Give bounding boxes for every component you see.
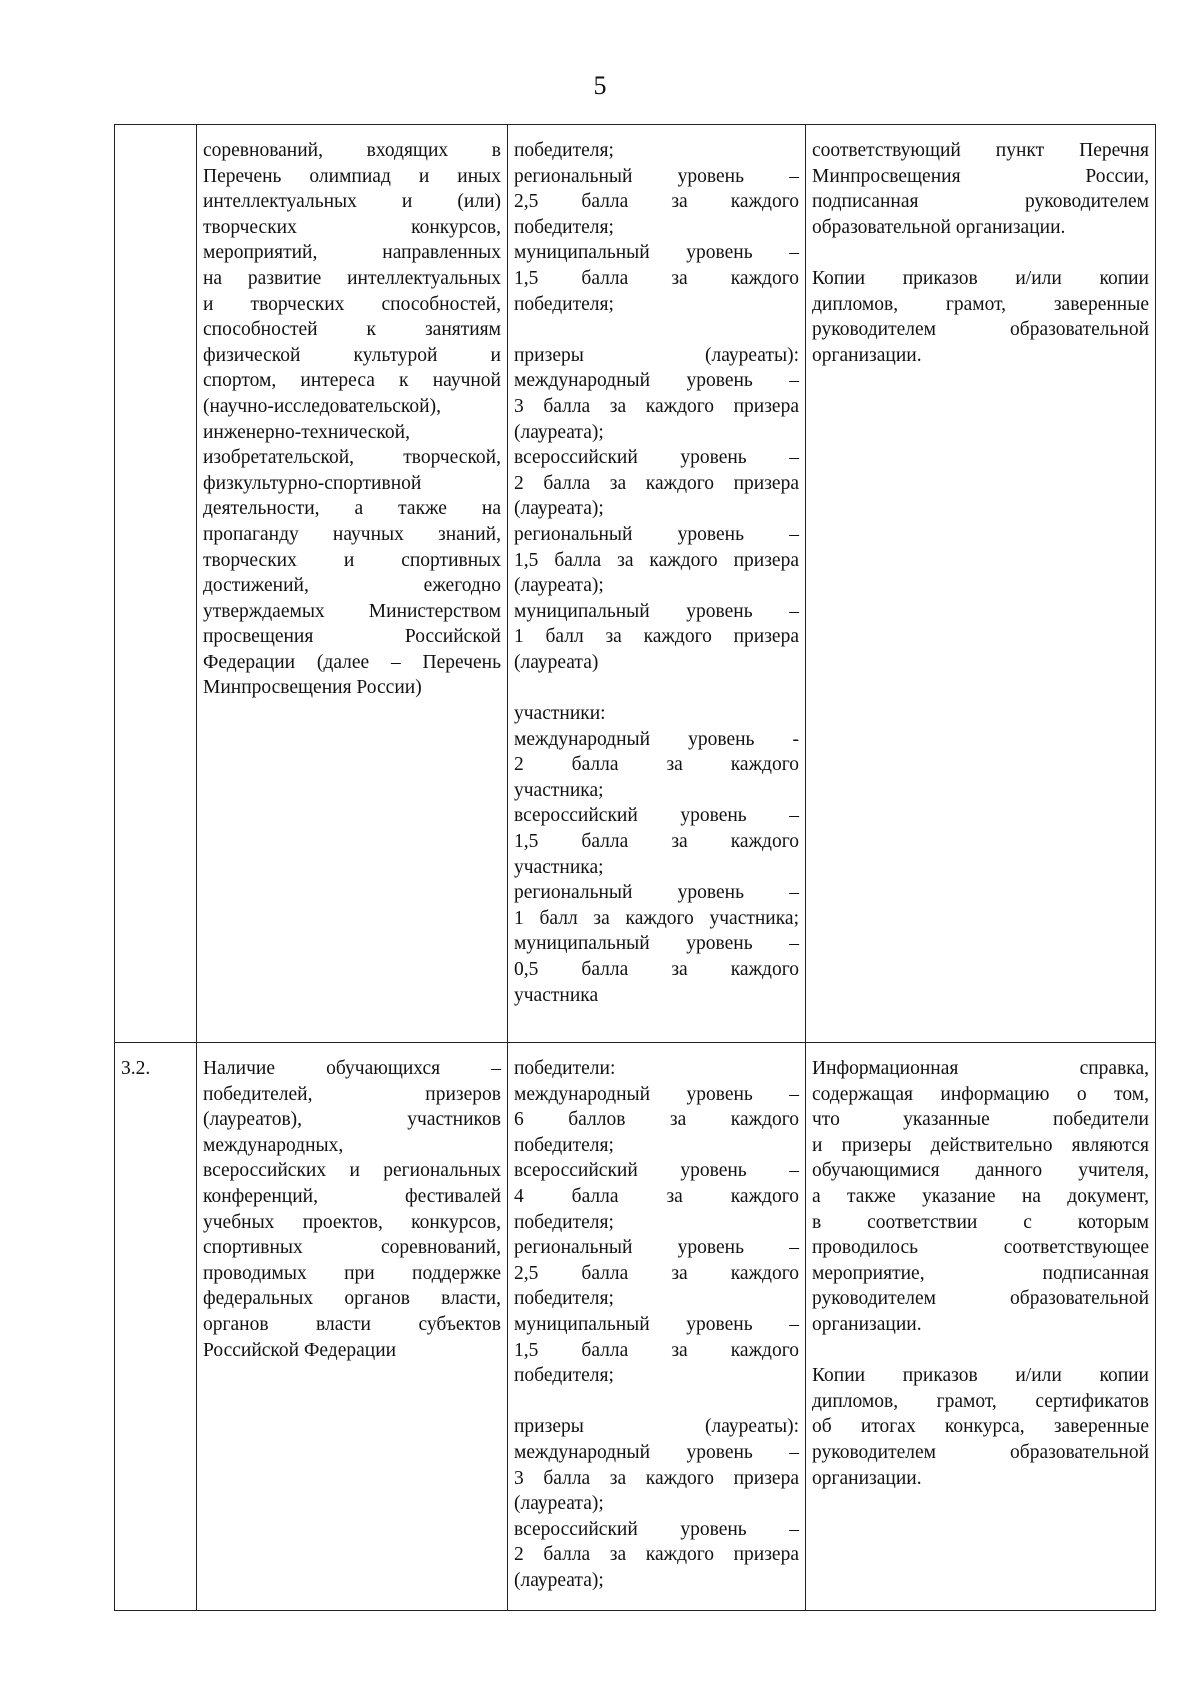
text-line: дипломов, грамот, сертификатов [812, 1390, 1149, 1412]
text-line: муниципальный уровень – [514, 933, 799, 955]
text-line: Наличие обучающихся – [203, 1058, 501, 1079]
text-line: соответствующий пункт Перечня [812, 140, 1149, 161]
text-line: организации. [812, 344, 922, 366]
text-line: федеральных органов власти, [203, 1288, 501, 1310]
text-line: 1,5 балла за каждого [514, 831, 799, 853]
documents-cell [806, 125, 1156, 1043]
text-line: призеры (лауреаты): [514, 344, 799, 366]
text-line: достижений, ежегодно [203, 575, 501, 597]
table-row [115, 125, 1156, 1043]
text-line: (научно-исследовательской), [203, 395, 441, 417]
page-number: 5 [593, 71, 607, 100]
text-line: руководителем образовательной [812, 319, 1149, 341]
text-line: Минпросвещения России) [203, 677, 422, 699]
text-line: победителей, призеров [203, 1083, 501, 1105]
text-line: победителя; [514, 140, 614, 161]
paragraph-gap [812, 240, 1149, 266]
text-line: физической культурой и [203, 344, 501, 366]
text-line: 4 балла за каждого [514, 1185, 799, 1207]
text-line: победители: [514, 1058, 616, 1079]
text-line: муниципальный уровень – [514, 600, 799, 622]
text-line: 0,5 балла за каждого [514, 959, 799, 980]
paragraph-gap [514, 675, 799, 701]
text-line: и творческих способностей, [203, 293, 501, 315]
text-line: (лауреата); [514, 575, 604, 597]
text-line: региональный уровень – [514, 165, 799, 187]
text-line: организации. [812, 1313, 922, 1335]
text-line: творческих конкурсов, [203, 216, 501, 238]
text-line: что указанные победители [812, 1109, 1149, 1131]
text-line: региональный уровень – [514, 882, 799, 904]
text-line: 1 балл за каждого участника; [514, 907, 799, 929]
text-line: содержащая информацию о том, [812, 1083, 1149, 1105]
text-line: 2,5 балла за каждого [514, 1262, 799, 1284]
text-line: всероссийский уровень – [514, 447, 799, 469]
text-line: (лауреата) [514, 651, 599, 673]
text-line: международный уровень - [514, 728, 799, 750]
text-line: международный уровень – [514, 1083, 799, 1105]
text-line: деятельности, а также на [203, 498, 501, 520]
text-line: конференций, фестивалей [203, 1185, 501, 1207]
text-line: творческих и спортивных [203, 549, 501, 571]
text-line: изобретательской, творческой, [203, 447, 501, 469]
text-line: 3 балла за каждого призера [514, 395, 799, 417]
text-line: образовательной организации. [812, 216, 1066, 238]
text-line: (лауреата); [514, 1569, 604, 1591]
text-line: победителя; [514, 216, 614, 238]
documents-cell [806, 1043, 1156, 1611]
paragraph-gap [812, 1338, 1149, 1364]
text-line: и призеры действительно являются [812, 1134, 1149, 1156]
text-line: международный уровень – [514, 1441, 799, 1463]
text-line: победителя; [514, 1211, 614, 1233]
text-line: (лауреатов), участников [203, 1109, 501, 1131]
text-line: участника; [514, 779, 604, 801]
text-line: просвещения Российской [203, 626, 501, 648]
criterion-cell [197, 125, 508, 1043]
score-cell [508, 125, 806, 1043]
text-line: Копии приказов и/или копии [812, 267, 1149, 289]
text-line: участника [514, 984, 599, 1006]
text-line: 2 балла за каждого призера [514, 472, 799, 494]
text-line: всероссийский уровень – [514, 805, 799, 827]
text-line: проводимых при поддержке [203, 1262, 501, 1284]
text-line: победителя; [514, 1288, 614, 1310]
text-line: международных, [203, 1134, 344, 1156]
text-line: муниципальный уровень – [514, 1313, 799, 1335]
text-line: способностей к занятиям [203, 319, 501, 341]
text-line: муниципальный уровень – [514, 242, 799, 264]
text-line: 2 балла за каждого [514, 754, 799, 776]
text-line: (лауреата); [514, 1493, 604, 1515]
text-line: мероприятий, направленных [203, 242, 501, 264]
text-line: органов власти субъектов [203, 1313, 501, 1335]
text-line: соревнований, входящих в [203, 140, 501, 161]
text-line: Российской Федерации [203, 1339, 397, 1361]
criterion-cell [197, 1043, 508, 1611]
text-line: физкультурно-спортивной [203, 472, 422, 494]
text-line: Минпросвещения России, [812, 165, 1149, 187]
text-line: организации. [812, 1467, 922, 1489]
text-line: региональный уровень – [514, 1237, 799, 1259]
text-line: утверждаемых Министерством [203, 600, 501, 622]
text-line: обучающимися данного учителя, [812, 1160, 1149, 1182]
text-line: руководителем образовательной [812, 1288, 1149, 1310]
row-number-cell: 3.2. [115, 1043, 197, 1611]
row-number-cell [115, 125, 197, 1043]
text-line: Федерации (далее – Перечень [203, 651, 501, 673]
text-line: региональный уровень – [514, 523, 799, 545]
text-line: руководителем образовательной [812, 1441, 1149, 1463]
text-line: участника; [514, 856, 604, 878]
text-line: победителя; [514, 293, 614, 315]
paragraph-gap [514, 317, 799, 343]
text-line: 1 балл за каждого призера [514, 626, 799, 648]
text-line: учебных проектов, конкурсов, [203, 1211, 501, 1233]
text-line: спортивных соревнований, [203, 1237, 501, 1259]
text-line: на развитие интеллектуальных [203, 267, 501, 289]
text-line: об итогах конкурса, заверенные [812, 1416, 1149, 1438]
table-row [115, 1043, 1156, 1611]
text-line: в соответствии с которым [812, 1211, 1149, 1233]
text-line: дипломов, грамот, заверенные [812, 293, 1149, 315]
text-line: 1,5 балла за каждого [514, 267, 799, 289]
text-line: 3 балла за каждого призера [514, 1467, 799, 1489]
text-line: (лауреата); [514, 498, 604, 520]
text-line: проводилось соответствующее [812, 1237, 1149, 1259]
text-line: всероссийский уровень – [514, 1518, 799, 1540]
text-line: мероприятие, подписанная [812, 1262, 1149, 1284]
text-line: 2 балла за каждого призера [514, 1544, 799, 1566]
text-line: всероссийский уровень – [514, 1160, 799, 1182]
text-line: подписанная руководителем [812, 191, 1149, 213]
text-line: инженерно-технической, [203, 421, 410, 443]
text-line: участники: [514, 703, 606, 725]
text-line: Информационная справка, [812, 1058, 1149, 1079]
text-line: международный уровень – [514, 370, 799, 392]
text-line: 6 баллов за каждого [514, 1109, 799, 1131]
text-line: 1,5 балла за каждого призера [514, 549, 799, 571]
text-line: 2,5 балла за каждого [514, 191, 799, 213]
text-line: 1,5 балла за каждого [514, 1339, 799, 1361]
text-line: призеры (лауреаты): [514, 1416, 799, 1438]
criteria-table [114, 124, 1156, 1611]
text-line: пропаганду научных знаний, [203, 523, 501, 545]
text-line: спортом, интереса к научной [203, 370, 501, 392]
paragraph-gap [514, 1389, 799, 1415]
text-line: Перечень олимпиад и иных [203, 165, 501, 187]
text-line: победителя; [514, 1365, 614, 1387]
text-line: победителя; [514, 1134, 614, 1156]
text-line: Копии приказов и/или копии [812, 1365, 1149, 1387]
text-line: всероссийских и региональных [203, 1160, 501, 1182]
text-line: а также указание на документ, [812, 1185, 1149, 1207]
text-line: (лауреата); [514, 421, 604, 443]
text-line: интеллектуальных и (или) [203, 191, 501, 213]
score-cell [508, 1043, 806, 1611]
